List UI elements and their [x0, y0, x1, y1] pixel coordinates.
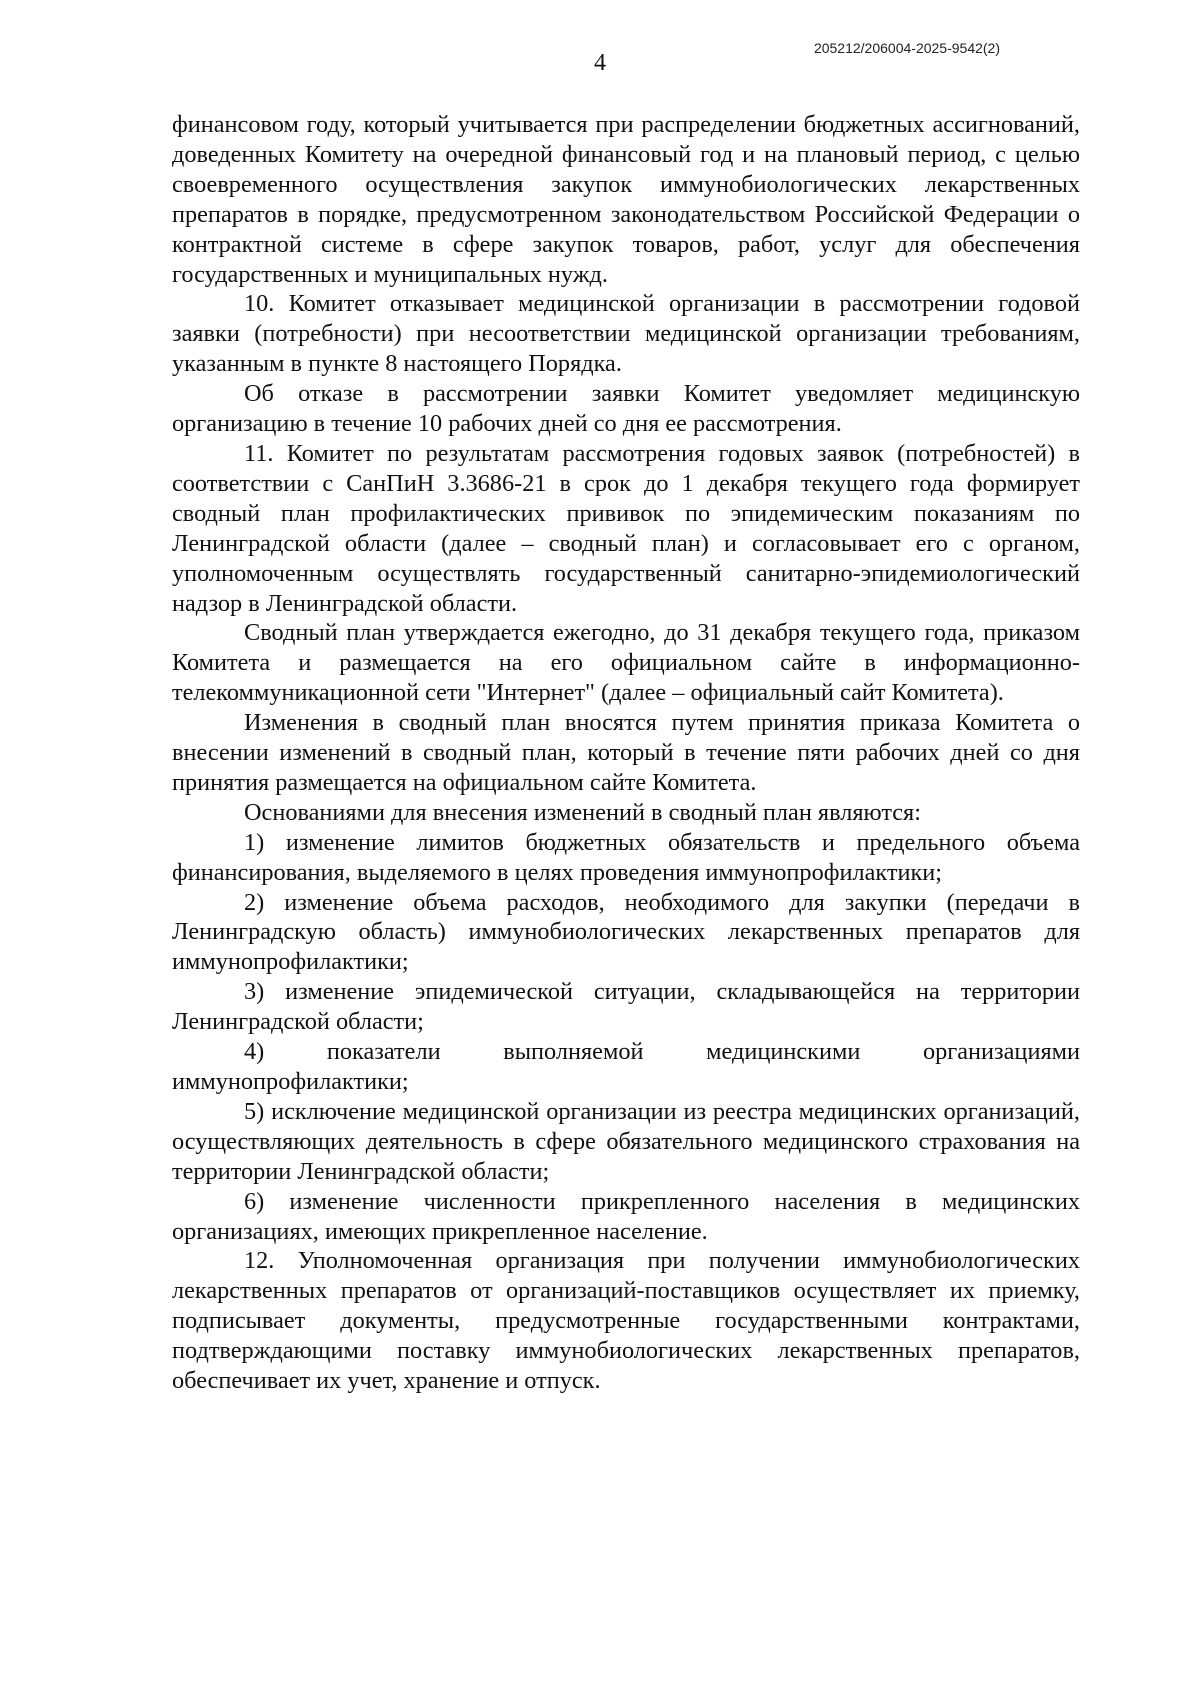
paragraph-change-grounds: Основаниями для внесения изменений в сводный план являются: — [244, 798, 921, 826]
paragraph-item-12: 12. Уполномоченная организация при получении иммунобиологических лекарственных препаратов от организаций-поставщиков осуществляет их приемку, подписывает документы, предусмотренные государственными контрактами, подтверждающими поставку иммунобиологических лекарственных препаратов, обеспечивает их учет, хранение и отпуск. — [172, 1247, 1080, 1395]
paragraph-refusal-notice: Об отказе в рассмотрении заявки Комитет уведомляет медицинскую организацию в течение 10 рабочих дней со дня ее рассмотрения. — [172, 380, 1080, 438]
document-body — [172, 110, 1080, 1396]
list-item-6: 6) изменение численности прикрепленного населения в медицинских организациях, имеющих прикрепленное население. — [172, 1187, 1080, 1245]
document-id: 205212/206004-2025-9542(2) — [813, 40, 1000, 56]
page-number: 4 — [594, 50, 606, 76]
paragraph-item-11: 11. Комитет по результатам рассмотрения годовых заявок (потребностей) в соответствии с СанПиН 3.3686-21 в срок до 1 декабря текущего года формирует сводный план профилактических прививок по эпидемическим показаниям по Ленинградской области (далее – сводный план) и согласовывает его с органом, уполномоченным осуществлять государственный санитарно-эпидемиологический надзор в Ленинградской области. — [172, 439, 1080, 617]
paragraph-plan-approval: Сводный план утверждается ежегодно, до 31 декабря текущего года, приказом Комитета и размещается на его официальном сайте в информационно-телекоммуникационной сети "Интернет" (далее – официальный сайт Комитета). — [172, 619, 1080, 707]
paragraph-item-10: 10. Комитет отказывает медицинской организации в рассмотрении годовой заявки (потребности) при несоответствии медицинской организации требованиям, указанным в пункте 8 настоящего Порядка. — [172, 290, 1080, 378]
list-item-5: 5) исключение медицинской организации из реестра медицинских организаций, осуществляющих деятельность в сфере обязательного медицинского страхования на территории Ленинградской области; — [172, 1097, 1080, 1185]
list-item-4: 4) показатели выполняемой медицинскими организациями иммунопрофилактики; — [172, 1038, 1080, 1095]
list-item-3: 3) изменение эпидемической ситуации, складывающейся на территории Ленинградской области; — [172, 978, 1080, 1036]
list-item-1: 1) изменение лимитов бюджетных обязательств и предельного объема финансирования, выделяемого в целях проведения иммунопрофилактики; — [172, 828, 1080, 886]
paragraph-plan-changes: Изменения в сводный план вносятся путем принятия приказа Комитета о внесении изменений в сводный план, который в течение пяти рабочих дней со дня принятия размещается на официальном сайте Комитета. — [172, 709, 1080, 796]
list-item-2: 2) изменение объема расходов, необходимого для закупки (передачи в Ленинградскую область) иммунобиологических лекарственных препаратов для иммунопрофилактики; — [172, 888, 1080, 976]
paragraph-continuation: финансовом году, который учитывается при распределении бюджетных ассигнований, доведенных Комитету на очередной финансовый год и на плановый период, с целью своевременного осуществления закупок иммунобиологических лекарственных препаратов в порядке, предусмотренном законодательством Российской Федерации о контрактной системе в сфере закупок товаров, работ, услуг для обеспечения государственных и муниципальных нужд. — [172, 111, 1080, 288]
